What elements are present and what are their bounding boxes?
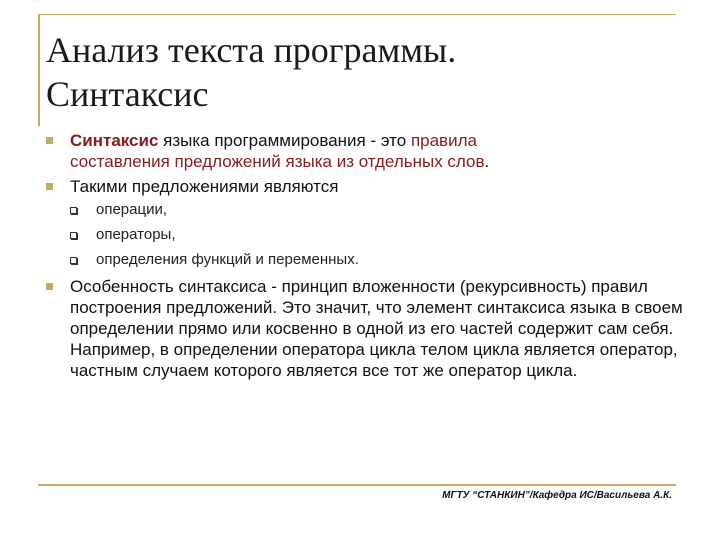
slide-content (46, 130, 686, 385)
bottom-rule (38, 484, 676, 486)
sub-item (46, 199, 686, 220)
bullet-definition (46, 130, 686, 172)
square-bullet-icon (46, 283, 53, 290)
highlight-rules: правила (410, 131, 477, 150)
highlight-composition: составления предложений языка из отдельных слов (70, 152, 485, 171)
square-bullet-icon (46, 183, 53, 190)
left-rule (38, 14, 40, 126)
checkbox-bullet-icon (70, 257, 77, 264)
checkbox-bullet-icon (70, 232, 77, 239)
sub-item (46, 224, 686, 245)
title-line-2: Синтаксис (46, 74, 209, 114)
sub-item-text: определения функций и переменных. (96, 251, 359, 268)
bullet-sentences (46, 176, 686, 197)
bullet-text: языка программирования - это (158, 131, 411, 150)
bullet-end: . (484, 152, 490, 171)
bullet-text: Особенность синтаксиса - принцип вложенности (рекурсивность) правил построения предложений. Это значит, что элемент синтаксиса языка в своем определении прямо или косвенно в одной из его частей содержит сам себя. Например, в определении оператора цикла телом цикла является оператор, частным случаем которого является все тот же оператор цикла. (70, 277, 683, 380)
sub-item-text: операции, (96, 201, 168, 218)
title-line-1: Анализ текста программы. (46, 30, 457, 70)
bullet-recursion (46, 276, 686, 381)
sub-item (46, 249, 686, 270)
term-syntax: Синтаксис (70, 131, 159, 150)
bullet-text: Такими предложениями являются (70, 177, 339, 196)
top-rule (38, 14, 676, 15)
square-bullet-icon (46, 137, 53, 144)
checkbox-bullet-icon (70, 207, 77, 214)
sub-item-text: операторы, (96, 226, 176, 243)
slide-title (46, 28, 666, 116)
footer-credit: МГТУ “СТАНКИН”/Кафедра ИС/Васильева А.К. (442, 490, 672, 501)
